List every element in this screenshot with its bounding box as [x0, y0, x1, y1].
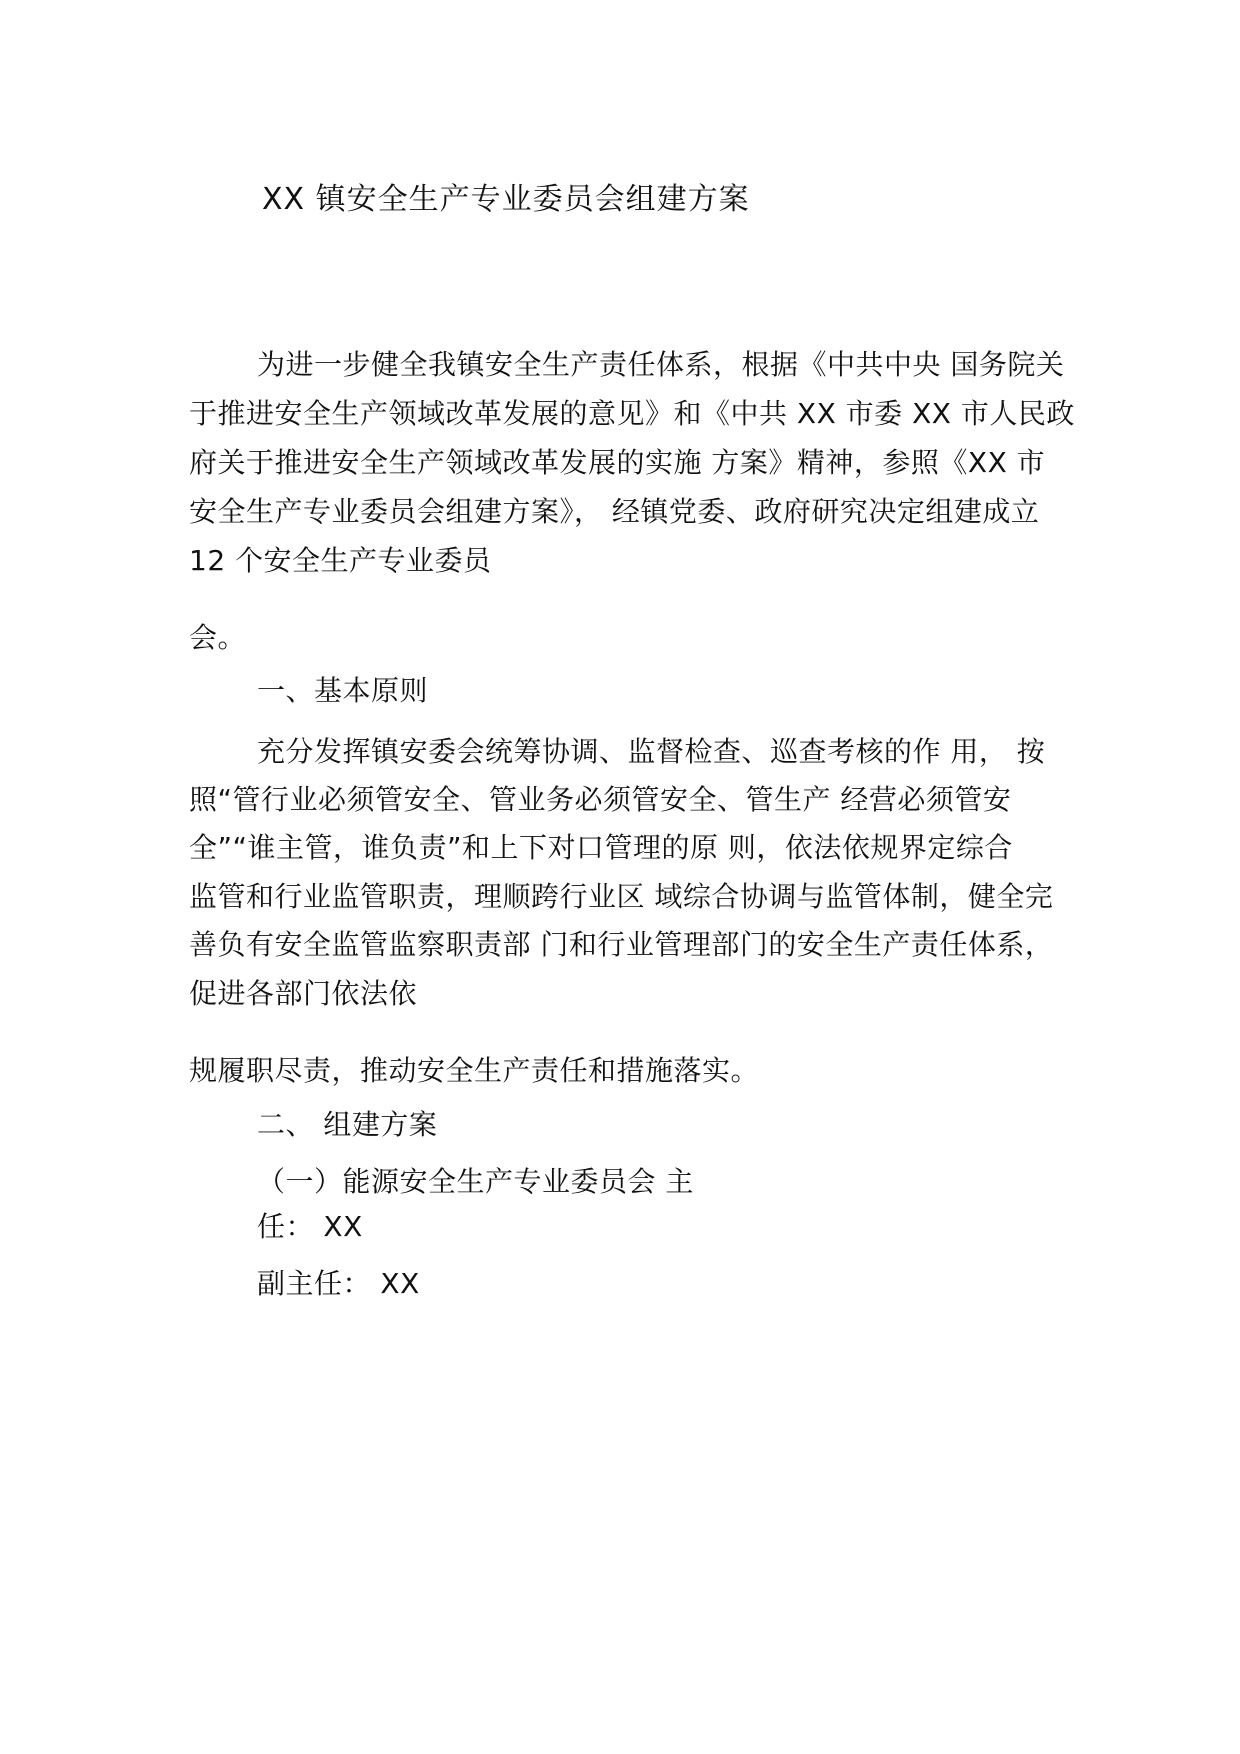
intro-line-5: 12 个安全生产专业委员 [189, 544, 492, 577]
principle-line-7: 规履职尽责，推动安全生产责任和措施落实。 [189, 1054, 760, 1087]
principle-line-4: 监管和行业监管职责，理顺跨行业区 域综合协调与监管体制，健全完 [189, 880, 1054, 913]
section1-heading: 一、基本原则 [257, 674, 429, 707]
principle-line-5: 善负有安全监管监察职责部 门和行业管理部门的安全生产责任体系， [189, 928, 1054, 961]
intro-line-4: 安全生产专业委员会组建方案》， 经镇党委、政府研究决定组建成立 [189, 495, 1040, 528]
intro-line-1: 为进一步健全我镇安全生产责任体系，根据《中共中央 国务院关 [257, 348, 1065, 381]
document-title: XX 镇安全生产专业委员会组建方案 [262, 182, 750, 217]
subsection1-line: （一）能源安全生产专业委员会 主 [257, 1165, 694, 1198]
deputy-director-line: 副主任： XX [257, 1267, 420, 1300]
principle-line-1: 充分发挥镇安委会统筹协调、监督检查、巡查考核的作 用， 按 [257, 735, 1046, 768]
principle-line-2: 照“管行业必须管安全、管业务必须管安全、管生产 经营必须管安 [189, 783, 1012, 816]
principle-line-6: 促进各部门依法依 [189, 977, 418, 1010]
director-line: 任： XX [257, 1210, 363, 1243]
principle-line-3: 全”“谁主管，谁负责”和上下对口管理的原 则，依法依规界定综合 [189, 831, 1013, 864]
intro-line-2: 于推进安全生产领域改革发展的意见》和《中共 XX 市委 XX 市人民政 [189, 397, 1075, 430]
intro-line-6: 会。 [189, 621, 247, 654]
section2-heading: 二、 组建方案 [257, 1108, 438, 1141]
intro-line-3: 府关于推进安全生产领域改革发展的实施 方案》精神，参照《XX 市 [189, 446, 1046, 479]
